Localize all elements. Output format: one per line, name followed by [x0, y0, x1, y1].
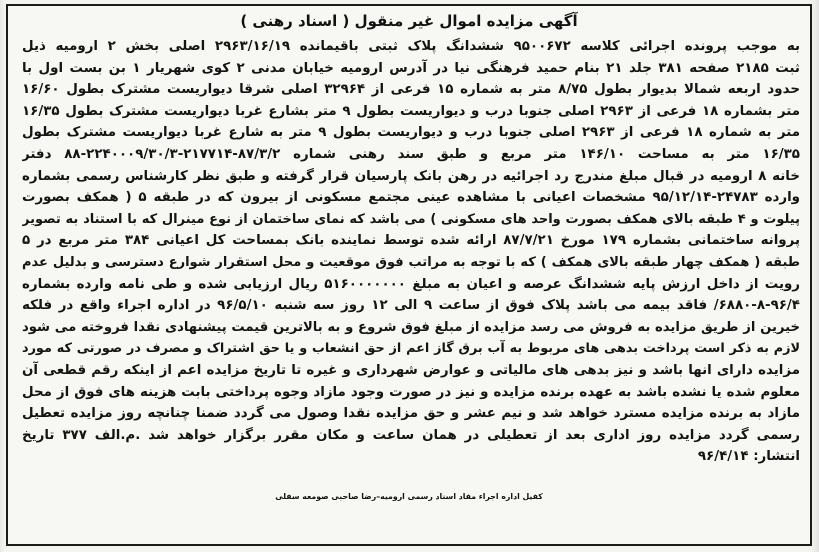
page-shadow-right — [811, 0, 819, 552]
notice-line: رسمی گردد مزایده روز اداری بعد از تعطیلی در همان ساعت و مکان مقرر برگزار خواهد شد .م.الف ۳۷۷ تاریخ — [22, 427, 800, 443]
notice-frame — [6, 4, 812, 546]
notice-line: حدود اربعه شمالا بدیوار بطول ۸/۷۵ متر به شماره ۱۵ فرعی از ۳۲۹۶۴ اصلی شرقا دیواریست مشترک بطول ۱۶/۶۰ — [22, 82, 800, 98]
notice-line: لازم به ذکر است پرداخت بدهی های مربوط به آب برق گاز اعم از حق انشعاب و یا حق اشتراک و مصرف در صورتی که مورد — [22, 341, 800, 357]
notice-signature: کفیل اداره اجراء مفاد اسناد رسمی ارومیه–رضا صاحبی صومعه سفلی — [275, 492, 543, 501]
notice-line: ۶۸۸۰-۸-۹۶/۴/ فاقد بیمه می باشد پلاک فوق از ساعت ۹ الی ۱۲ روز سه شنبه ۹۶/۵/۱۰ در اداره اجراء واقع در فلکه — [22, 298, 800, 314]
notice-line: متر به شماره ۱۸ فرعی از ۲۹۶۳ اصلی جنوبا درب و دیواریست بطول ۹ متر به شارع غربا دیواریست مشترک بطول — [22, 125, 800, 141]
notice-line: پروانه ساختمانی بشماره ۱۷۹ مورخ ۸۷/۷/۲۱ ارائه شده توسط نماینده بانک بمساحت کل اعیانی ۳۸۴ متر مربع در ۵ — [22, 233, 800, 249]
notice-line: خیرین از طریق مزایده به فروش می رسد مزایده از مبلغ فوق شروع و به بالاترین قیمت پیشنهادی نقدا فروخته می شود — [22, 319, 800, 335]
notice-line: معلوم شده یا نشده باشد به عهده برنده مزایده و نیز در صورت وجود مازاد وجوه پرداختی بابت هزینه های فوق از محل — [22, 384, 800, 400]
notice-line-publication-date: انتشار: ۹۶/۴/۱۴ — [697, 449, 800, 465]
notice-body — [22, 36, 800, 486]
notice-line: وارده ۲۴۷۸۳-۹۵/۱۲/۱۴ مشخصات اعیانی با مشاهده عینی مجتمع مسکونی از بیرون که در طبقه ۵ ( همکف بصورت — [22, 190, 800, 206]
notice-line: مزایده دارای انها باشد و نیز بدهی های مالیاتی و عوارض شهرداری و غیره تا تاریخ مزایده اعم از اینکه رقم قطعی آن — [22, 362, 800, 378]
notice-line: رویت از داخل ارزش پایه ششدانگ عرصه و اعیان به مبلغ ۵۱۶۰۰۰۰۰۰۰ ریال ارزیابی شده و طی نامه وارده بشماره — [22, 276, 800, 292]
notice-line: متر بشماره ۱۸ فرعی از ۲۹۶۳ اصلی جنوبا درب و دیواریست بطول ۹ متر بشارع غربا دیواریست مشترک بطول ۱۶/۳۵ — [22, 103, 800, 119]
notice-line: ۱۶/۳۵ متر به مساحت ۱۴۶/۱۰ متر مربع و طبق سند رهنی شماره ۸۷/۳/۲-۲۱۷۷۱۴-۲۲۴۰۰۰۹/۳۰/۳-۸۸ دفتر — [22, 146, 800, 162]
notice-line: ثبت ۲۱۸۵ صفحه ۳۸۱ جلد ۲۱ بنام حمید فرهنگی نیا در آدرس ارومیه خیابان مدنی ۲ کوی شهریار ۱ بن بست اول با — [22, 60, 800, 76]
notice-line: مازاد به برنده مزایده مسترد خواهد شد و نیم عشر و حق مزایده نقدا وصول می گردد ضمنا چنانچه روز مزایده تعطیل — [22, 406, 800, 422]
page-shadow-left — [0, 0, 5, 552]
notice-line: طبقه ( همکف چهار طبقه بالای همکف ) که با توجه به مراتب فوق موقعیت و محل استقرار شوارع دسترسی و بدلیل عدم — [22, 254, 800, 270]
notice-line: به موجب پرونده اجرائی کلاسه ۹۵۰۰۶۷۲ ششدانگ پلاک ثبتی باقیمانده ۲۹۶۳/۱۶/۱۹ اصلی بخش ۲ ارومیه ذیل — [22, 39, 800, 54]
notice-title: آگهی مزایده اموال غیر منقول ( اسناد رهنی ) — [240, 12, 578, 30]
notice-line: خانه ۸ ارومیه در قبال مبلغ مندرج رد اجرائیه در رهن بانک پارسیان قرار گرفته و طبق نظر کارشناس رسمی بشماره — [22, 168, 800, 184]
notice-line: پیلوت و ۴ طبقه بالای همکف بصورت واحد های مسکونی ) می باشد که نمای ساختمان از نوع مینرال که با استناد به تصویر — [22, 211, 800, 227]
